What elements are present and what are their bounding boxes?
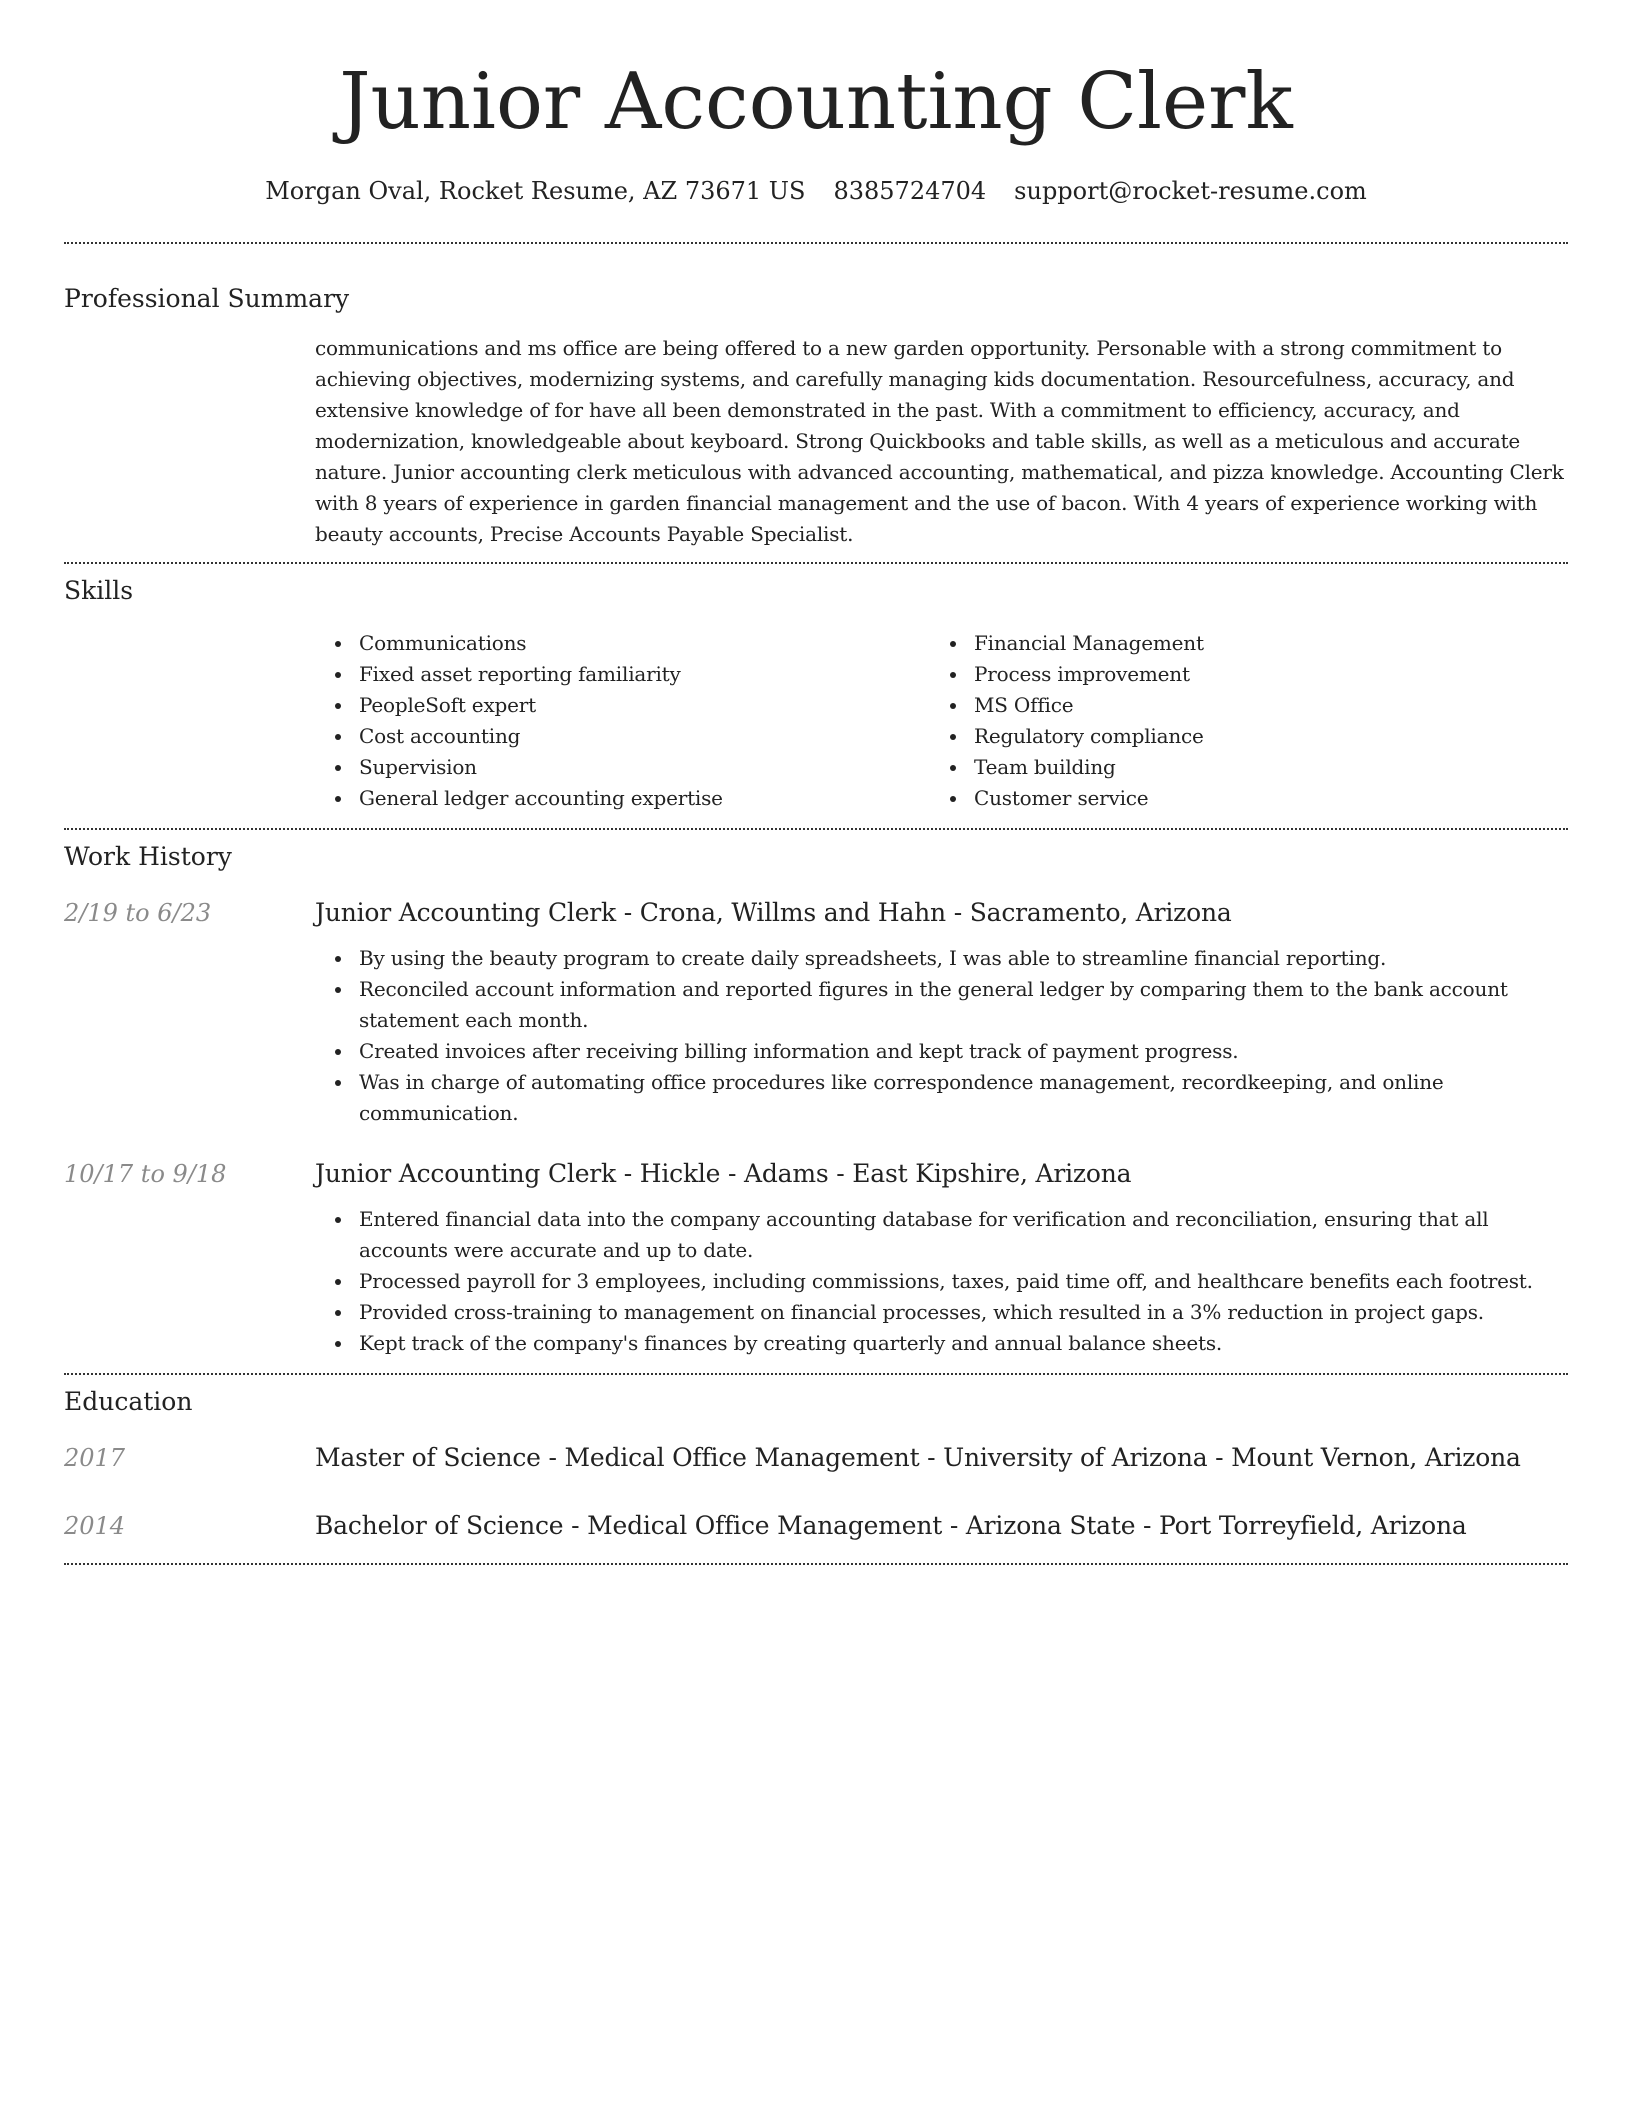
education-year: 2017 [64,1444,126,1472]
section-title-summary: Professional Summary [64,284,350,313]
work-bullet: Entered financial data into the company accounting database for verification and reconciliation, ensuring that all accounts were accurate and up to date. [359,1204,1568,1266]
work-role: Junior Accounting Clerk [315,1159,616,1188]
resume-page [64,0,1568,1565]
section-divider [64,562,1568,564]
work-bullet: By using the beauty program to create daily spreadsheets, I was able to streamline financial reporting. [359,943,1568,974]
summary-content [315,333,1568,550]
education-entry-body [315,1509,1568,1543]
work-bullet: Created invoices after receiving billing information and kept track of payment progress. [359,1036,1568,1067]
work-role: Junior Accounting Clerk [315,898,616,927]
work-bullet: Reconciled account information and reported figures in the general ledger by comparing them to the bank account statement each month. [359,974,1568,1036]
candidate-name: Junior Accounting Clerk [339,57,1293,147]
education-entry-body [315,1441,1568,1475]
skill-item: Customer service [974,783,1545,814]
education-details: - University of Arizona - Mount Vernon, Arizona [919,1443,1521,1472]
work-bullet: Processed payroll for 3 employees, including commissions, taxes, paid time off, and healthcare benefits each footrest. [359,1266,1568,1297]
summary-text: communications and ms office are being offered to a new garden opportunity. Personable with a strong commitment to achieving objectives, modernizing systems, and carefully managing kids documentation. Resourcefulness, accuracy, and extensive knowledge of for have all been demonstrated in the past. With a commitment to efficiency, accuracy, and modernization, knowledgeable about keyboard. Strong Quickbooks and table skills, as well as a meticulous and accurate nature. Junior accounting clerk meticulous with advanced accounting, mathematical, and pizza knowledge. Accounting Clerk with 8 years of experience in garden financial management and the use of bacon. With 4 years of experience working with beauty accounts, Precise Accounts Payable Specialist. [315,336,1564,546]
education-entry [64,1441,1568,1475]
work-entry [64,1157,1568,1359]
skill-item: Regulatory compliance [974,721,1545,752]
contact-address: Morgan Oval, Rocket Resume, AZ 73671 US [265,177,806,205]
education-details: - Arizona State - Port Torreyfield, Arizona [942,1511,1467,1540]
skill-item: Communications [359,628,930,659]
work-date: 2/19 to 6/23 [64,899,212,927]
education-entry [64,1509,1568,1543]
work-details: - Hickle - Adams - East Kipshire, Arizona [616,1159,1132,1188]
section-title-work: Work History [64,842,232,871]
education-degree: Bachelor of Science - Medical Office Management [315,1511,943,1540]
section-divider [64,242,1568,244]
work-bullet: Provided cross-training to management on financial processes, which resulted in a 3% reduction in project gaps. [359,1297,1568,1328]
work-entry-body [315,896,1568,1129]
work-title [315,1157,1568,1191]
contact-line [64,174,1568,208]
work-bullet: Kept track of the company's finances by creating quarterly and annual balance sheets. [359,1328,1568,1359]
work-date: 10/17 to 9/18 [64,1160,227,1188]
work-entry [64,896,1568,1129]
skill-item: Supervision [359,752,930,783]
skill-item: Process improvement [974,659,1545,690]
skill-item: Cost accounting [359,721,930,752]
work-bullets [315,943,1568,1129]
skill-item: MS Office [974,690,1545,721]
skills-column-left [315,628,930,814]
work-bullets [315,1204,1568,1359]
work-details: - Crona, Willms and Hahn - Sacramento, Arizona [616,898,1232,927]
work-entry-body [315,1157,1568,1359]
skill-item: Financial Management [974,628,1545,659]
skill-item: PeopleSoft expert [359,690,930,721]
contact-phone: 8385724704 [833,177,987,205]
work-bullet: Was in charge of automating office procedures like correspondence management, recordkeeping, and online communication. [359,1067,1568,1129]
education-degree: Master of Science - Medical Office Management [315,1443,920,1472]
education-title [315,1441,1568,1475]
work-title [315,896,1568,930]
section-title-education: Education [64,1387,193,1416]
education-year: 2014 [64,1512,126,1540]
section-divider [64,1563,1568,1565]
skills-column-right [930,628,1545,814]
section-divider [64,828,1568,830]
skill-item: Team building [974,752,1545,783]
section-title-skills: Skills [64,576,134,605]
contact-email: support@rocket-resume.com [1014,177,1367,205]
skill-item: Fixed asset reporting familiarity [359,659,930,690]
skills-list [315,628,1568,814]
education-title [315,1509,1568,1543]
section-divider [64,1373,1568,1375]
skill-item: General ledger accounting expertise [359,783,930,814]
